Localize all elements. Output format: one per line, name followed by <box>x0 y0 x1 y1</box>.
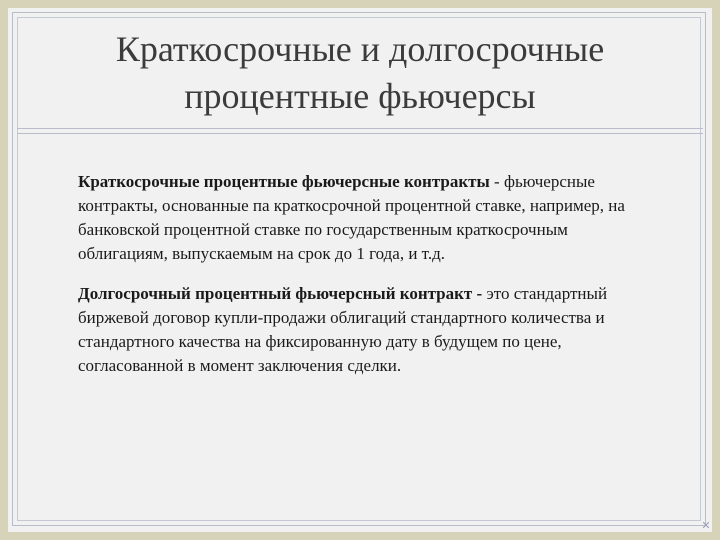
definition-long-term: это стандартный биржевой договор купли-продажи облигаций стандартного количества и стандартного качества на фиксированную дату в будущем по цене, согласованной в момент заключения сделки. <box>78 284 608 375</box>
term-long-term: Долгосрочный процентный фьючерсный контракт - <box>78 284 483 303</box>
title-divider-top <box>17 128 703 129</box>
x-cross-icon: ✕ <box>701 519 711 532</box>
term-separator: - <box>489 172 504 191</box>
paragraph-long-term <box>78 282 658 378</box>
slide-title-line-1: Краткосрочные и долгосрочные <box>115 29 605 69</box>
title-divider-bottom <box>17 133 703 134</box>
definition-short-term: фьючерсные контракты, основанные па краткосрочной процентной ставке, например, на банковской процентной ставке по государственным краткосрочным облигациям, выпускаемым на срок до 1 года, и т.д. <box>78 172 625 263</box>
slide-body <box>78 170 658 378</box>
term-short-term: Краткосрочные процентные фьючерсные контракты <box>78 172 490 191</box>
slide-title-line-2: процентные фьючерсы <box>184 76 536 116</box>
paragraph-short-term <box>78 170 658 266</box>
slide-title <box>20 26 700 120</box>
